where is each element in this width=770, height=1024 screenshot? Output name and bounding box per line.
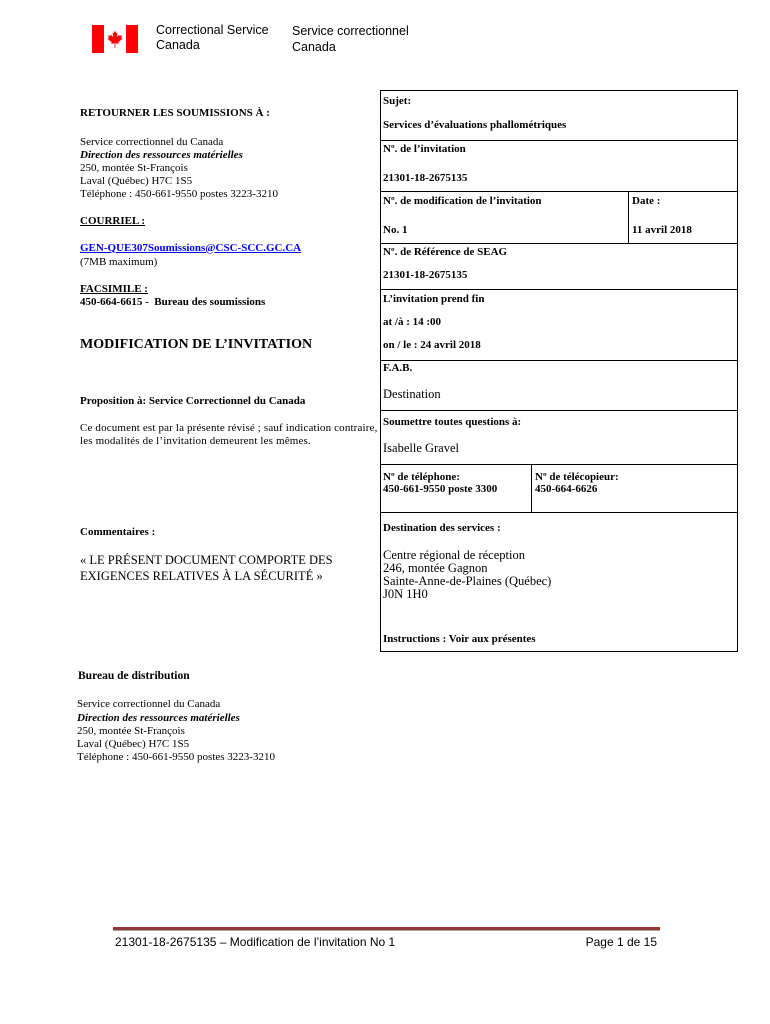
date-label: Date : — [632, 194, 661, 207]
date-value: 11 avril 2018 — [632, 223, 692, 236]
canada-flag-icon — [92, 25, 138, 53]
return-address-line: 250, montée St-François — [80, 161, 188, 174]
subject-label: Sujet: — [383, 94, 412, 107]
phone-label: Nº de téléphone: — [383, 470, 460, 483]
solicitation-info-box — [380, 90, 738, 652]
subject-value: Services d’évaluations phallométriques — [383, 118, 567, 131]
fax-number: 450-664-6615 - Bureau des soumissions — [80, 295, 266, 308]
amendment-label: Nº. de modification de l’invitation — [383, 194, 542, 207]
questions-label: Soumettre toutes questions à: — [383, 415, 522, 428]
return-address-line: Laval (Québec) H7C 1S5 — [80, 174, 193, 187]
solicitation-number-value: 21301-18-2675135 — [383, 171, 468, 184]
delivery-row — [381, 512, 737, 651]
email-link[interactable]: GEN-QUE307Soumissions@CSC-SCC.GC.CA — [80, 241, 302, 254]
footer-reference: 21301-18-2675135 – Modification de l’invitation No 1 — [115, 935, 396, 949]
gets-reference-value: 21301-18-2675135 — [383, 268, 468, 281]
footer-rule — [113, 927, 660, 930]
page-number: Page 1 de 15 — [585, 935, 657, 949]
return-address-line: Direction des ressources matérielles — [80, 148, 243, 161]
amendment-row — [381, 191, 737, 243]
return-address-phone: Téléphone : 450-661-9550 postes 3223-3210 — [80, 187, 278, 200]
subject-row — [381, 91, 737, 140]
comments-text-line: EXIGENCES RELATIVES À LA SÉCURITÉ » — [80, 569, 323, 583]
email-size-note: (7MB maximum) — [80, 255, 158, 268]
revision-notice-line: Ce document est par la présente révisé ; sauf indication contraire, — [80, 421, 378, 434]
distribution-heading: Bureau de distribution — [78, 670, 190, 682]
gets-reference-row — [381, 243, 737, 289]
contact-fax-label: Nº de télécopieur: — [535, 470, 619, 483]
fob-label: F.A.B. — [383, 361, 413, 374]
fob-row — [381, 360, 737, 410]
comments-text-line: « LE PRÉSENT DOCUMENT COMPORTE DES — [80, 553, 333, 567]
org-name-en-line1: Correctional Service — [156, 22, 269, 37]
org-name-en-line2: Canada — [156, 37, 200, 52]
contact-fax-value: 450-664-6626 — [535, 482, 598, 495]
questions-row — [381, 410, 737, 464]
solicitation-number-row — [381, 140, 737, 191]
closing-label: L’invitation prend fin — [383, 292, 485, 305]
gets-reference-label: Nº. de Référence de SEAG — [383, 245, 508, 258]
delivery-address-line: 246, montée Gagnon — [383, 560, 488, 575]
distribution-address-line: Service correctionnel du Canada — [77, 697, 221, 710]
delivery-address-line: Centre régional de réception — [383, 547, 525, 562]
closing-time: at /à : 14 :00 — [383, 315, 442, 328]
closing-row — [381, 289, 737, 360]
return-address-line: Service correctionnel du Canada — [80, 135, 224, 148]
distribution-phone: Téléphone : 450-661-9550 postes 3223-3210 — [77, 750, 275, 763]
phone-cell — [381, 465, 531, 512]
phone-value: 450-661-9550 poste 3300 — [383, 482, 498, 495]
org-name-fr-line1: Service correctionnel — [292, 23, 409, 38]
date-cell — [628, 192, 737, 243]
proposal-to: Proposition à: Service Correctionnel du Canada — [80, 394, 306, 407]
phone-fax-row — [381, 464, 737, 512]
comments-label: Commentaires : — [80, 525, 156, 538]
fax-cell — [531, 465, 737, 512]
delivery-label: Destination des services : — [383, 521, 501, 534]
delivery-address-line: Sainte-Anne-de-Plaines (Québec) — [383, 573, 552, 588]
solicitation-number-label: Nº. de l’invitation — [383, 142, 466, 155]
return-bids-heading: RETOURNER LES SOUMISSIONS À : — [80, 106, 270, 119]
fob-value: Destination — [383, 387, 441, 401]
email-label: COURRIEL : — [80, 214, 146, 227]
amendment-value: No. 1 — [383, 223, 408, 236]
fax-label: FACSIMILE : — [80, 282, 148, 295]
questions-contact: Isabelle Gravel — [383, 441, 460, 455]
instructions: Instructions : Voir aux présentes — [383, 632, 536, 645]
revision-notice-line: les modalités de l’invitation demeurent les mêmes. — [80, 434, 311, 447]
distribution-address-line: Direction des ressources matérielles — [77, 711, 240, 724]
document-title: MODIFICATION DE L’INVITATION — [80, 337, 313, 352]
delivery-address-line: J0N 1H0 — [383, 586, 428, 601]
closing-date: on / le : 24 avril 2018 — [383, 338, 481, 351]
amendment-cell — [381, 192, 628, 243]
org-name-fr-line2: Canada — [292, 39, 336, 54]
distribution-address-line: 250, montée St-François — [77, 724, 185, 737]
distribution-address-line: Laval (Québec) H7C 1S5 — [77, 737, 190, 750]
